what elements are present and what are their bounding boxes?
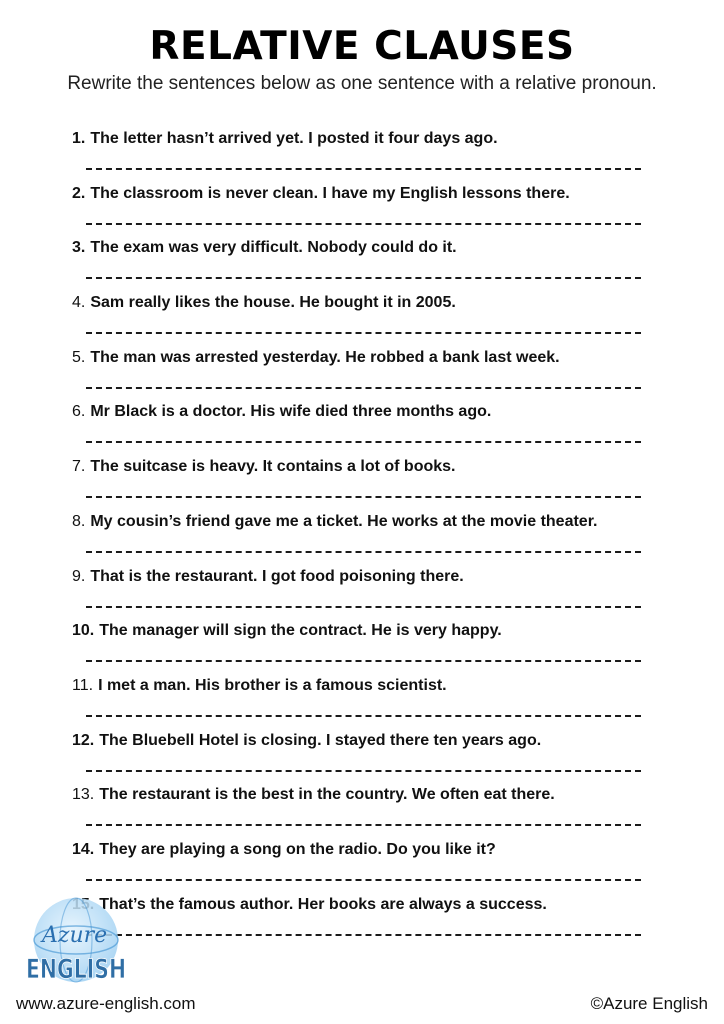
- exercise-sentence: [72, 566, 464, 588]
- item-number: 10.: [72, 622, 95, 640]
- answer-line[interactable]: [86, 660, 641, 662]
- exercise-item: [72, 894, 647, 949]
- exercise-sentence: [72, 292, 456, 314]
- svg-text:Azure: Azure: [42, 923, 108, 948]
- exercise-sentence: [72, 456, 455, 478]
- exercise-sentence: [72, 183, 570, 205]
- exercise-item: [72, 128, 647, 183]
- item-text: The manager will sign the contract. He is very happy.: [99, 622, 502, 640]
- item-number: 1.: [72, 130, 86, 147]
- exercise-item: [72, 730, 647, 785]
- answer-line[interactable]: [86, 551, 641, 553]
- item-number: 13.: [72, 786, 95, 804]
- item-number: 11.: [72, 676, 94, 694]
- exercise-item: [72, 675, 647, 730]
- item-number: 5.: [72, 348, 86, 366]
- answer-line[interactable]: [86, 441, 641, 443]
- item-text: Sam really likes the house. He bought it in 2005.: [90, 294, 456, 312]
- exercise-sentence: [72, 675, 447, 697]
- item-text: The suitcase is heavy. It contains a lot of books.: [90, 458, 456, 476]
- item-number: 12.: [72, 731, 95, 749]
- item-text: Mr Black is a doctor. His wife died three months ago.: [90, 403, 492, 421]
- exercise-item: [72, 566, 647, 621]
- item-text: That is the restaurant. I got food poisoning there.: [90, 567, 464, 585]
- answer-line[interactable]: [86, 277, 641, 279]
- exercise-sentence: [72, 784, 555, 806]
- exercise-item: [72, 401, 647, 456]
- exercise-sentence: [72, 237, 457, 259]
- item-number: 7.: [72, 458, 86, 476]
- exercise-item: [72, 511, 647, 566]
- exercise-sentence: [72, 620, 502, 642]
- answer-line[interactable]: [86, 606, 641, 608]
- exercise-sentence: [72, 347, 560, 369]
- item-number: 4.: [72, 294, 86, 312]
- exercise-item: [72, 620, 647, 675]
- exercise-item: [72, 237, 647, 292]
- exercise-sentence: [72, 894, 547, 916]
- item-text: My cousin’s friend gave me a ticket. He works at the movie theater.: [90, 512, 598, 530]
- answer-line[interactable]: [86, 824, 641, 826]
- exercise-item: [72, 183, 647, 238]
- footer-copyright: ©Azure English: [590, 994, 708, 1013]
- exercise-sentence: [72, 128, 498, 150]
- item-text: The restaurant is the best in the country. We often eat there.: [99, 786, 555, 804]
- exercise-list: [72, 128, 647, 948]
- instructions: Rewrite the sentences below as one sentence with a relative pronoun.: [67, 73, 657, 94]
- exercise-sentence: [72, 839, 496, 861]
- exercise-sentence: [72, 401, 491, 423]
- svg-text:ENGLISH: ENGLISH: [26, 954, 126, 985]
- item-text: The Bluebell Hotel is closing. I stayed there ten years ago.: [99, 731, 542, 749]
- item-number: 14.: [72, 840, 95, 858]
- item-text: The exam was very difficult. Nobody could do it.: [90, 239, 457, 257]
- answer-line[interactable]: [86, 332, 641, 334]
- exercise-item: [72, 456, 647, 511]
- exercise-item: [72, 839, 647, 894]
- answer-line[interactable]: [86, 168, 641, 170]
- footer-website[interactable]: www.azure-english.com: [16, 994, 196, 1013]
- answer-line[interactable]: [86, 879, 641, 881]
- answer-line[interactable]: [86, 934, 641, 936]
- exercise-item: [72, 292, 647, 347]
- item-text: The man was arrested yesterday. He robbed a bank last week.: [90, 348, 560, 366]
- exercise-item: [72, 784, 647, 839]
- item-number: 2.: [72, 184, 86, 202]
- item-text: The letter hasn’t arrived yet. I posted it four days ago.: [90, 130, 498, 147]
- answer-line[interactable]: [86, 496, 641, 498]
- answer-line[interactable]: [86, 770, 641, 772]
- item-number: 6.: [72, 403, 86, 421]
- exercise-item: [72, 347, 647, 402]
- answer-line[interactable]: [86, 387, 641, 389]
- item-text: I met a man. His brother is a famous scientist.: [98, 676, 447, 694]
- answer-line[interactable]: [86, 715, 641, 717]
- exercise-sentence: [72, 730, 541, 752]
- azure-english-logo: [18, 896, 134, 992]
- item-number: 8.: [72, 512, 86, 530]
- item-number: 3.: [72, 239, 86, 257]
- page-title: RELATIVE CLAUSES: [149, 24, 575, 69]
- item-text: They are playing a song on the radio. Do you like it?: [99, 840, 496, 858]
- item-number: 9.: [72, 567, 86, 585]
- exercise-sentence: [72, 511, 597, 533]
- item-text: The classroom is never clean. I have my English lessons there.: [90, 184, 570, 202]
- item-text: That’s the famous author. Her books are always a success.: [99, 895, 547, 913]
- answer-line[interactable]: [86, 223, 641, 225]
